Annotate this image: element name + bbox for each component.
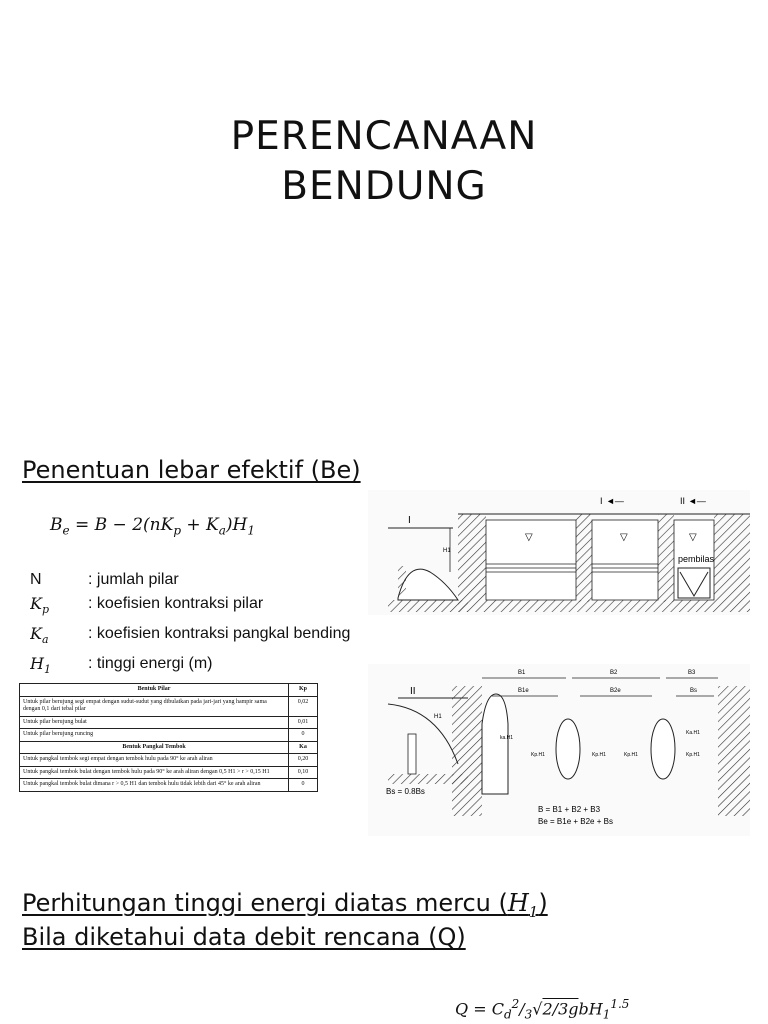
weir-plan-diagram [368, 664, 750, 836]
bs-equation: Bs = 0.8Bs [386, 787, 425, 796]
dim-label-b3: B3 [688, 670, 696, 676]
dim-label-b2: B2 [610, 670, 618, 676]
table-row: Untuk pangkal tembok bulat dengan tembok hulu pada 90° ke arah aliran dengan 0,5 H1 > r > 0,15 H1 0,10 [20, 766, 318, 779]
definition-row: $H_1$ : tinggi energi (m) [30, 654, 213, 677]
pembilas-label: pembilas [678, 554, 715, 564]
sluice-gate [678, 568, 710, 598]
pier-2 [658, 514, 674, 602]
water-level-symbol: ▽ [689, 532, 697, 543]
dim-label-bs: Bs [690, 688, 698, 694]
title-line-1: PERENCANAAN [230, 114, 538, 159]
right-abutment [714, 514, 750, 612]
weir-hatch [398, 566, 406, 596]
table-header-row: Bentuk Pilar Kp [20, 684, 318, 697]
contraction-label: ka.H1 [500, 735, 514, 741]
pier-1 [556, 719, 580, 779]
section-II-label: II [410, 686, 416, 697]
gauge-post [408, 734, 416, 774]
section-marker-II: II [680, 496, 686, 506]
abutment-nose [482, 694, 508, 794]
ground-hatch [486, 600, 714, 612]
right-abutment [718, 686, 750, 816]
water-level-symbol: ▽ [620, 532, 628, 543]
contraction-label: Kp.H1 [531, 752, 545, 758]
be-equation: Be = B1e + B2e + Bs [538, 817, 613, 826]
b-equation: B = B1 + B2 + B3 [538, 805, 601, 814]
ground-hatch-left [388, 600, 468, 612]
contraction-label: Kp.H1 [686, 752, 700, 758]
section-marker-I: I [600, 496, 603, 506]
weir-cross-section-diagram [368, 490, 750, 615]
left-abutment [452, 686, 482, 816]
contraction-label: Kp.H1 [624, 752, 638, 758]
dim-label-b1e: B1e [518, 688, 529, 694]
dim-label-b2e: B2e [610, 688, 621, 694]
water-level-symbol: ▽ [525, 532, 533, 543]
page-title [0, 112, 768, 212]
pier-1 [576, 514, 592, 602]
contraction-label: Kp.H1 [592, 752, 606, 758]
section-heading-effective-width: Penentuan lebar efektif (Be) [22, 456, 361, 484]
section-heading-energy-height: Perhitungan tinggi energi diatas mercu $(H_1)$ [22, 889, 548, 921]
definition-row: $K_a$ : koefisien kontraksi pangkal bending [30, 624, 351, 647]
h1-label: H1 [443, 548, 451, 554]
arrow-left-icon: ◄— [688, 496, 706, 506]
table-row: Untuk pilar berujung segi empat dengan sudut-sudut yang dibulatkan pada jari-jari yang hampir sama dengan 0,1 dari tebal pilar 0,02 [20, 696, 318, 716]
title-line-2: BENDUNG [281, 164, 487, 209]
table-header-row: Bentuk Pangkal Tembok Ka [20, 741, 318, 754]
contraction-coefficient-table [19, 683, 318, 792]
table-row: Untuk pangkal tembok bulat dimana r > 0,5 H1 dan tembok hulu tidak lebih dari 45° ke arah aliran 0 [20, 779, 318, 792]
definition-row: N : jumlah pilar [30, 571, 179, 588]
section-subheading-design-discharge: Bila diketahui data debit rencana (Q) [22, 923, 466, 951]
h1-label: H1 [434, 714, 442, 720]
dim-label-b1: B1 [518, 670, 526, 676]
effective-width-formula: $B_e = B - 2(nK_p + K_a)H_1$ [50, 515, 256, 538]
table-row: Untuk pilar berujung bulat 0,01 [20, 716, 318, 729]
pier-2 [651, 719, 675, 779]
symbol-definitions [30, 568, 370, 683]
table-row: Untuk pangkal tembok segi empat dengan tembok hulu pada 90° ke arah aliran 0,20 [20, 754, 318, 767]
contraction-label: Ka.H1 [686, 730, 700, 736]
section-I-label: I [408, 515, 411, 526]
discharge-formula: $Q = C_d^2/_3√2/3gbH_1^{1.5}$ [455, 997, 630, 1022]
left-abutment [458, 514, 486, 612]
arrow-left-icon: ◄— [606, 496, 624, 506]
table-row: Untuk pilar berujung runcing 0 [20, 729, 318, 742]
definition-row: $K_p$ : koefisien kontraksi pilar [30, 594, 264, 617]
